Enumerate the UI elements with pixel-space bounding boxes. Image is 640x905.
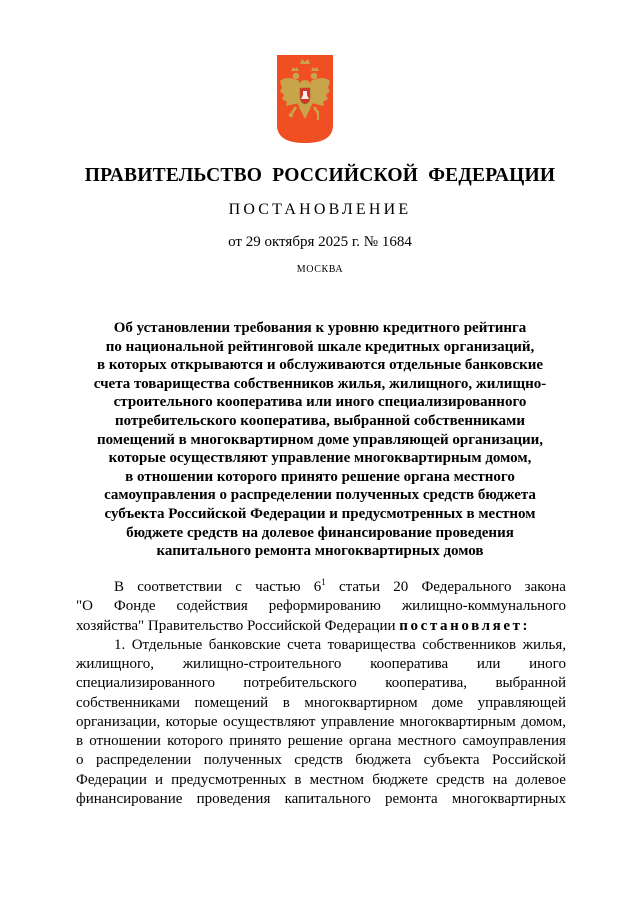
word: отношении bbox=[89, 733, 161, 749]
word: банковские bbox=[208, 636, 281, 653]
word: кооператива bbox=[370, 656, 449, 672]
word: финансирование bbox=[76, 790, 183, 807]
subject-line: счета товарищества собственников жилья, жилищного, жилищно- bbox=[93, 375, 547, 392]
word: Федерации bbox=[76, 771, 147, 788]
word: проведения bbox=[196, 790, 271, 807]
preamble-line bbox=[76, 578, 566, 597]
word: "О bbox=[76, 598, 93, 615]
word: соответствии bbox=[137, 579, 222, 595]
word: Отдельные bbox=[131, 636, 203, 653]
word: $6^1$ bbox=[313, 577, 326, 595]
word: в bbox=[294, 771, 302, 788]
word: управляющей bbox=[477, 694, 566, 711]
word: специализированного bbox=[76, 675, 216, 692]
word: которого bbox=[167, 733, 224, 749]
word: жилищного, bbox=[76, 656, 155, 672]
word: капитального bbox=[284, 790, 371, 807]
subject-line: субъекта Российской Федерации и предусмотренных в местном bbox=[104, 505, 536, 522]
word: В bbox=[114, 579, 125, 595]
superscript: 1 bbox=[321, 577, 326, 587]
paragraph-line bbox=[76, 713, 566, 732]
subject-line: потребительского кооператива, выбранной собственниками bbox=[114, 412, 526, 429]
word: закона bbox=[524, 579, 566, 595]
word: кооператива, bbox=[385, 675, 468, 692]
word: домом, bbox=[521, 713, 566, 730]
coat-of-arms-emblem bbox=[277, 55, 333, 143]
subject-line: помещений в многоквартирном доме управляющей организации, bbox=[96, 431, 544, 448]
subject-line: в отношении которого принято решение органа местного bbox=[125, 468, 515, 485]
subject-line: Об установлении требования к уровню кредитного рейтинга bbox=[113, 320, 527, 336]
paragraph-line bbox=[76, 655, 566, 674]
word: многоквартирных bbox=[451, 790, 566, 807]
document-city: МОСКВА bbox=[296, 264, 344, 275]
word: решение bbox=[287, 733, 343, 749]
word: 20 bbox=[393, 579, 409, 595]
word: потребительского bbox=[243, 675, 357, 692]
word: счета bbox=[287, 636, 322, 653]
word: собственников bbox=[422, 636, 517, 653]
word: органа bbox=[348, 733, 392, 749]
preamble-line bbox=[76, 597, 566, 616]
word: иного bbox=[529, 656, 566, 672]
word: осуществляют bbox=[222, 713, 316, 730]
word: средств bbox=[436, 771, 485, 788]
subject-line: в которых открываются и обслуживаются отдельные банковские bbox=[96, 357, 544, 374]
document-type: ПОСТАНОВЛЕНИЕ bbox=[228, 201, 412, 218]
word: реформированию bbox=[268, 598, 381, 615]
word: жилищно-коммунального bbox=[401, 598, 566, 615]
word: собственниками bbox=[76, 694, 180, 711]
word: многоквартирном bbox=[304, 694, 418, 711]
word: статьи bbox=[338, 579, 381, 595]
subject-line: капитального ремонта многоквартирных домов bbox=[156, 543, 484, 560]
word: распределении bbox=[95, 752, 192, 769]
paragraph-line bbox=[76, 751, 566, 770]
subject-line: по национальной рейтинговой шкале кредитных организаций, bbox=[105, 338, 535, 355]
word: многоквартирным bbox=[399, 713, 516, 730]
subject-line: которые осуществляют управление многоквартирным домом, bbox=[108, 450, 532, 467]
word: принято bbox=[229, 733, 282, 749]
word: доме bbox=[432, 694, 464, 711]
word: 1. bbox=[114, 636, 126, 653]
word: в bbox=[76, 733, 84, 749]
word: бюджета bbox=[355, 752, 412, 769]
word: или bbox=[476, 656, 501, 672]
preamble-part: хозяйства" Правительство Российской Федерации bbox=[76, 617, 400, 634]
word: содействия bbox=[176, 598, 248, 615]
subject-line: бюджете средств на долевое финансирование проведения bbox=[126, 524, 514, 541]
word: жилищно-строительного bbox=[182, 656, 342, 672]
word: частью bbox=[255, 579, 301, 595]
word: в bbox=[282, 694, 290, 711]
word: организации, bbox=[76, 713, 161, 730]
word: самоуправления bbox=[462, 733, 566, 749]
word: бюджете bbox=[372, 771, 428, 788]
word: полученных bbox=[203, 752, 282, 769]
word: долевое bbox=[515, 771, 566, 788]
subject-line: строительного кооператива или иного специализированного bbox=[113, 394, 527, 411]
subject-line: самоуправления о распределении полученных средств бюджета bbox=[104, 487, 536, 504]
word: Фонде bbox=[113, 598, 156, 615]
document-subject bbox=[60, 319, 580, 561]
preamble-line bbox=[76, 617, 566, 636]
word: Российской bbox=[492, 752, 566, 769]
paragraph-line bbox=[76, 732, 566, 751]
paragraph-line bbox=[76, 636, 566, 655]
word: с bbox=[235, 579, 242, 595]
word: и bbox=[154, 771, 163, 788]
paragraph-line bbox=[76, 790, 566, 809]
word: ремонта bbox=[385, 790, 438, 807]
document-body bbox=[76, 578, 566, 809]
word: предусмотренных bbox=[171, 771, 287, 788]
word: местном bbox=[309, 771, 365, 788]
word: местного bbox=[397, 733, 457, 749]
document-date-number: от 29 октября 2025 г. № 1684 bbox=[228, 234, 412, 250]
operative-word: постановляет: bbox=[399, 617, 531, 634]
government-title: ПРАВИТЕЛЬСТВО РОССИЙСКОЙ ФЕДЕРАЦИИ bbox=[84, 165, 556, 186]
word: средств bbox=[294, 752, 343, 769]
word: выбранной bbox=[495, 675, 566, 692]
word: которые bbox=[165, 713, 218, 730]
word: жилья, bbox=[522, 636, 566, 653]
word: управление bbox=[320, 713, 395, 730]
word: Федерального bbox=[421, 579, 512, 595]
word: о bbox=[76, 752, 84, 769]
word: помещений bbox=[194, 694, 269, 711]
word: на bbox=[492, 771, 508, 788]
paragraph-line bbox=[76, 694, 566, 713]
word: товарищества bbox=[327, 636, 416, 653]
word: субъекта bbox=[423, 752, 480, 769]
paragraph-line bbox=[76, 674, 566, 693]
paragraph-line bbox=[76, 771, 566, 790]
